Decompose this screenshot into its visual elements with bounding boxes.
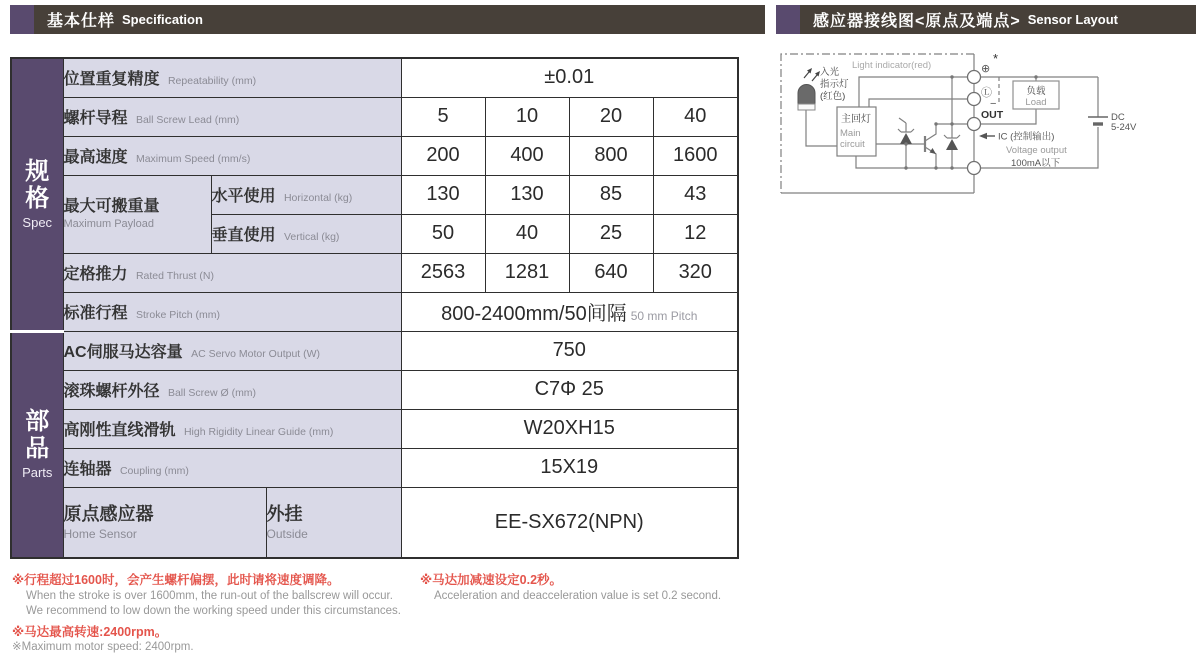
value-cell: 1281 [485,253,569,292]
row-repeatability [11,58,738,97]
label-ball-screw-lead [63,97,401,136]
plus-terminal-label: ⊕ [981,63,991,75]
value-cell: 50 [401,214,485,253]
main-circuit-en-label-2: circuit [840,139,865,150]
section-header-specification [10,5,765,34]
main-circuit-en-label-1: Main [840,128,861,139]
value-cell: 40 [485,214,569,253]
note-motor-speed-zh: ※马达最高转速:2400rpm。 [12,624,168,639]
value-home-sensor: EE-SX672(NPN) [401,487,738,558]
asterisk-label: * [993,51,999,66]
header-title-en: Specification [122,12,203,27]
accent-square [10,5,36,34]
out-terminal-label: OUT [981,109,1004,121]
row-linear-guide [11,409,738,448]
row-max-speed [11,136,738,175]
value-cell: 85 [569,175,653,214]
sublabel-outside [266,487,401,558]
dc-label-1: DC [1111,112,1125,123]
label-en: Coupling (mm) [119,465,189,477]
label-en: Home Sensor [63,526,137,541]
footnotes-left [12,572,412,656]
label-zh: 位置重复精度 [63,71,160,89]
light-terminal-label: Ⓛ [981,87,992,99]
light-indicator-en-label: Light indicator(red) [852,60,932,71]
label-en: Ball Screw Lead (mm) [135,114,240,126]
terminal-out [968,118,981,131]
led-dome [798,85,815,104]
terminal-light [968,93,981,106]
label-zh: 滚珠螺杆外径 [63,383,160,400]
terminal-minus [968,162,981,175]
header-title-en: Sensor Layout [1027,12,1118,27]
row-rated-thrust [11,253,738,292]
label-en: Repeatability (mm) [167,75,257,88]
label-zh: 最高速度 [63,149,128,166]
light-arrows-icon [804,68,820,81]
sidebar-spec-zh: 规格 [25,157,50,212]
value-stroke-pitch [401,292,738,331]
led-base [798,104,815,110]
current-limit-label: 100mA以下 [1011,158,1061,169]
battery-icon [1088,117,1108,124]
label-zh: 原点感应器 [63,504,154,525]
value-ball-screw-dia: C7Φ 25 [401,370,738,409]
label-zh: 垂直使用 [211,227,276,244]
row-coupling [11,448,738,487]
note-accel-zh: ※马达加减速设定0.2秒。 [420,573,563,587]
label-zh: AC伺服马达容量 [63,344,183,361]
value-cell: 640 [569,253,653,292]
dc-label-2: 5-24V [1111,122,1137,133]
note-accel-en: Acceleration and deacceleration value is set 0.2 second. [434,589,722,602]
label-coupling [63,448,401,487]
value-cell: 10 [485,97,569,136]
sidebar-parts [11,331,63,558]
sidebar-parts-zh: 部品 [25,408,50,463]
label-linear-guide [63,409,401,448]
row-payload-horizontal [11,175,738,214]
light-indicator-zh-1: 入光 [820,67,840,78]
row-stroke-pitch [11,292,738,331]
value-cell: 130 [485,175,569,214]
label-en: Ball Screw Ø (mm) [167,387,257,399]
label-servo-output [63,331,401,370]
label-en: Maximum Payload [63,217,154,230]
value-cell: 40 [653,97,738,136]
label-zh: 标准行程 [63,305,128,322]
label-rated-thrust [63,253,401,292]
value-suffix: 50 mm Pitch [630,309,698,323]
spec-table [10,57,739,559]
value-linear-guide: W20XH15 [401,409,738,448]
sensor-wiring-diagram [774,46,1198,202]
header-title-zh: 感应器接线图<原点及端点> [813,13,1021,30]
value-cell: 130 [401,175,485,214]
label-en: Vertical (kg) [283,231,340,243]
value-cell: 320 [653,253,738,292]
label-en: Outside [266,526,308,541]
accent-square [776,5,802,34]
sidebar-spec [11,58,63,331]
label-ball-screw-dia [63,370,401,409]
label-home-sensor [63,487,266,558]
label-zh: 高刚性直线滑轨 [63,422,176,439]
label-zh: 外挂 [266,504,303,525]
label-max-speed [63,136,401,175]
row-ball-screw-dia [11,370,738,409]
zener-diode-2 [946,139,958,150]
label-zh: 连轴器 [63,461,112,478]
sidebar-parts-en: Parts [22,465,53,481]
ic-arrow-icon [979,133,995,139]
sidebar-spec-en: Spec [22,214,53,230]
main-circuit-zh-label: 主回灯 [841,114,871,125]
value-cell: 1600 [653,136,738,175]
value-cell: 5 [401,97,485,136]
terminal-plus [968,71,981,84]
label-stroke-pitch [63,292,401,331]
note-stroke-en2: We recommend to low down the working speed under this circumstances. [26,604,401,617]
value-main: 800-2400mm/50间隔 [441,303,627,325]
value-cell: 12 [653,214,738,253]
sublabel-vertical [211,214,401,253]
value-cell: 200 [401,136,485,175]
sublabel-horizontal [211,175,401,214]
label-zh: 最大可搬重量 [63,197,160,215]
footnotes-right [420,572,750,604]
ic-output-label: IC (控制输出) [998,131,1055,143]
label-max-payload [63,175,211,253]
value-cell: 20 [569,97,653,136]
label-en: Horizontal (kg) [283,192,353,204]
light-indicator-zh-2: 指示灯 [820,79,849,90]
minus-sign-label: − [990,98,997,110]
label-en: High Rigidity Linear Guide (mm) [183,426,334,438]
value-cell: 25 [569,214,653,253]
label-repeatability [63,58,401,97]
label-zh: 定格推力 [63,266,128,283]
value-cell: 400 [485,136,569,175]
value-cell: 800 [569,136,653,175]
value-repeatability: ±0.01 [401,58,738,97]
label-en: Stroke Pitch (mm) [135,309,220,321]
note-stroke-en1: When the stroke is over 1600mm, the run-out of the ballscrew will occur. [26,589,393,602]
value-cell: 2563 [401,253,485,292]
load-en-label: Load [1025,97,1047,108]
note-motor-speed-en: ※Maximum motor speed: 2400rpm. [12,641,194,654]
voltage-output-label: Voltage output [1006,145,1067,156]
load-zh-label: 负载 [1026,86,1046,97]
value-cell: 43 [653,175,738,214]
label-en: AC Servo Motor Output (W) [191,348,321,360]
section-header-sensor-layout [776,5,1196,34]
row-ball-screw-lead [11,97,738,136]
value-servo-output: 750 [401,331,738,370]
note-stroke-zh: ※行程超过1600时，会产生螺杆偏摆，此时请将速度调降。 [12,573,340,587]
label-en: Rated Thrust (N) [135,270,214,282]
label-zh: 水平使用 [211,188,276,205]
label-en: Maximum Speed (mm/s) [135,153,251,165]
header-title-zh: 基本仕样 [47,13,116,30]
row-home-sensor [11,487,738,558]
row-servo-output [11,331,738,370]
label-zh: 螺杆导程 [63,110,128,127]
light-indicator-zh-3: (红色) [820,91,846,102]
value-coupling: 15X19 [401,448,738,487]
